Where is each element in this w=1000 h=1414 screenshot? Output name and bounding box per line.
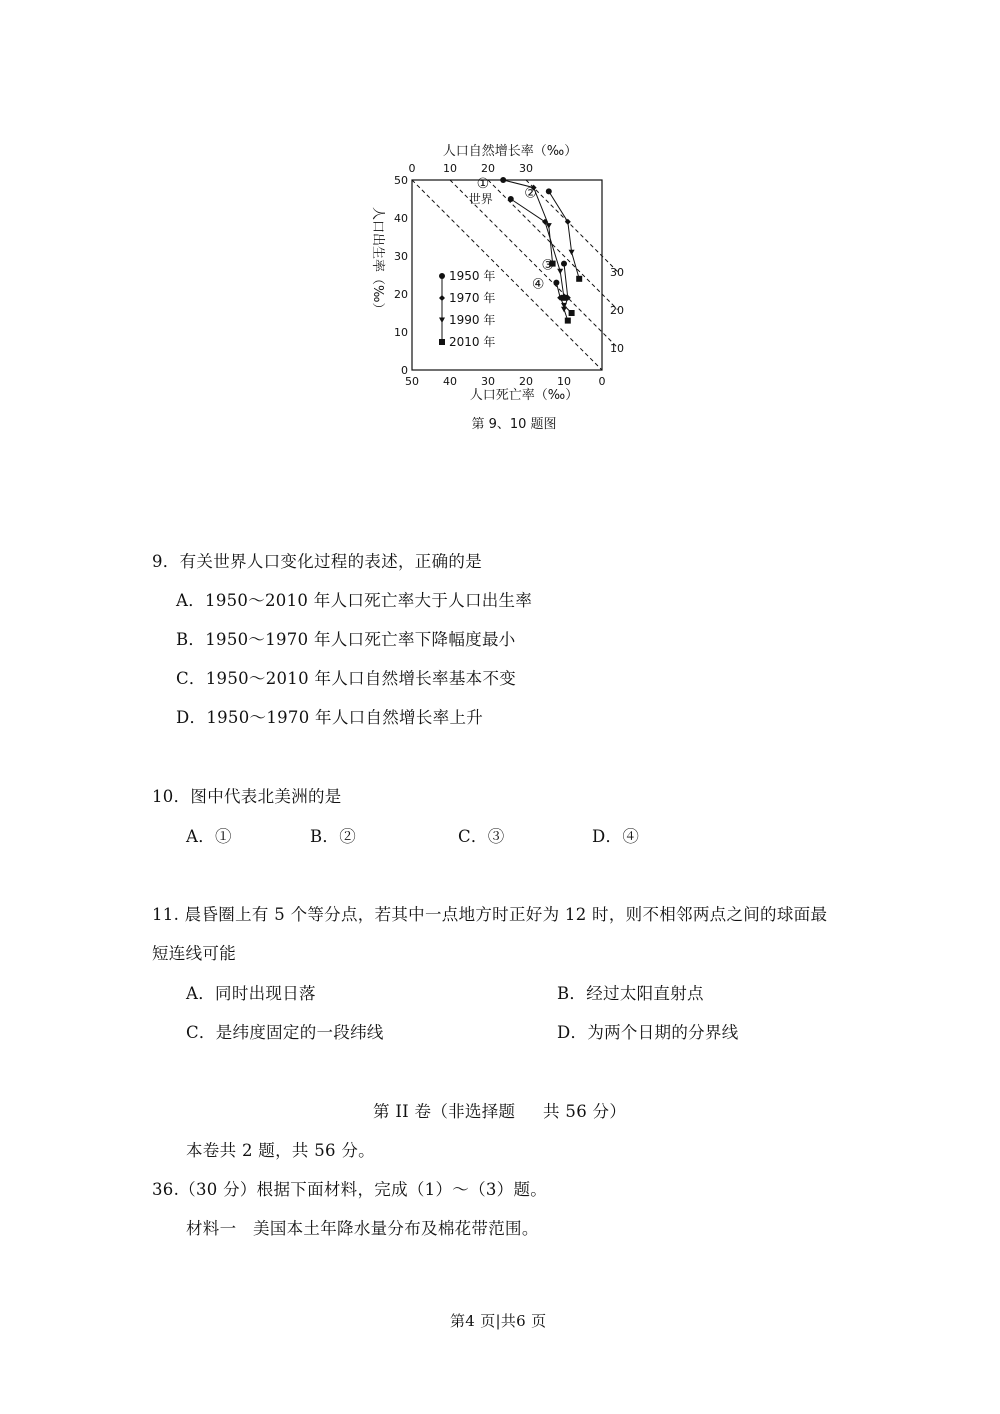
q10-stem: 10．图中代表北美洲的是 [152, 787, 342, 806]
q10-option-c: C．③ [458, 827, 505, 846]
q11-option-d: D．为两个日期的分界线 [557, 1023, 739, 1042]
growth-line-30 [526, 180, 618, 272]
marker-2010 [576, 276, 582, 282]
page-footer: 第4 页|共6 页 [450, 1312, 547, 1330]
right-tick-label: 10 [610, 342, 624, 355]
marker-2010 [439, 339, 445, 345]
q10-option-d: D．④ [592, 827, 640, 846]
growth-line-20 [488, 180, 618, 310]
marker-2010 [561, 295, 567, 301]
bottom-tick-label: 20 [519, 375, 533, 388]
bottom-tick-label: 30 [481, 375, 495, 388]
marker-1950 [561, 261, 567, 267]
left-tick-label: 30 [394, 250, 408, 263]
legend-label: 2010 年 [449, 335, 496, 349]
left-tick-label: 0 [401, 364, 408, 377]
q9-option-a: A．1950～2010 年人口死亡率大于人口出生率 [176, 591, 533, 610]
q36-stem: 36.（30 分）根据下面材料，完成（1）～（3）题。 [152, 1180, 548, 1199]
chart-caption: 第 9、10 题图 [471, 417, 557, 432]
marker-1990 [557, 269, 563, 275]
top-tick-label: 0 [408, 162, 416, 175]
bottom-axis-label: 人口死亡率（‰） [469, 388, 579, 403]
q11-option-a: A．同时出现日落 [186, 984, 316, 1003]
section-title: 第 II 卷（非选择题 共 56 分） [373, 1102, 627, 1121]
marker-1970 [439, 295, 445, 301]
q11-stem-line1: 11. 晨昏圈上有 5 个等分点，若其中一点地方时正好为 12 时，则不相邻两点之间的球面最 [152, 905, 828, 924]
population-figure [360, 135, 660, 435]
left-tick-label: 50 [394, 174, 408, 187]
q36-material1: 材料一 美国本土年降水量分布及棉花带范围。 [186, 1219, 539, 1238]
top-tick-label: 30 [519, 162, 533, 175]
population-chart [360, 135, 660, 435]
legend-label: 1950 年 [449, 269, 496, 283]
q11-stem-line2: 短连线可能 [152, 944, 236, 963]
marker-1950 [508, 196, 514, 202]
marker-1950 [439, 273, 445, 279]
series-line [564, 264, 568, 321]
right-tick-label: 30 [610, 266, 624, 279]
bottom-tick-label: 0 [598, 375, 606, 388]
top-tick-label: 20 [481, 162, 495, 175]
top-axis-label: 人口自然增长率（‰） [442, 144, 578, 159]
marker-2010 [565, 318, 571, 324]
series-label: ③ [541, 257, 554, 274]
series-label: ④ [531, 276, 545, 293]
bottom-tick-label: 40 [443, 375, 457, 388]
marker-1950 [553, 280, 559, 286]
q9-option-c: C．1950～2010 年人口自然增长率基本不变 [176, 669, 517, 688]
left-axis-label: 人口出生率（‰） [370, 207, 385, 316]
marker-2010 [569, 310, 575, 316]
marker-1990 [439, 318, 445, 324]
q11-option-c: C．是纬度固定的一段纬线 [186, 1023, 384, 1042]
right-tick-label: 20 [610, 304, 624, 317]
q10-option-a: A．① [186, 827, 232, 846]
marker-1950 [500, 177, 506, 183]
q9-stem: 9．有关世界人口变化过程的表述，正确的是 [152, 552, 482, 571]
q9-option-b: B．1950～1970 年人口死亡率下降幅度最小 [176, 630, 516, 649]
legend-label: 1990 年 [449, 313, 496, 327]
left-tick-label: 40 [394, 212, 408, 225]
left-tick-label: 20 [394, 288, 408, 301]
bottom-tick-label: 50 [405, 375, 419, 388]
series-label: ② [524, 185, 537, 202]
legend-label: 1970 年 [449, 291, 496, 305]
bottom-tick-label: 10 [557, 375, 571, 388]
series-label: ① [476, 176, 490, 192]
series-label: 世界 [468, 192, 493, 206]
section-note: 本卷共 2 题，共 56 分。 [186, 1141, 375, 1160]
q11-option-b: B．经过太阳直射点 [557, 984, 704, 1003]
q9-option-d: D．1950～1970 年人口自然增长率上升 [176, 708, 484, 727]
marker-1950 [546, 188, 552, 194]
marker-1990 [569, 250, 575, 256]
left-tick-label: 10 [394, 326, 408, 339]
top-tick-label: 10 [443, 162, 457, 175]
q10-option-b: B．② [310, 827, 357, 846]
